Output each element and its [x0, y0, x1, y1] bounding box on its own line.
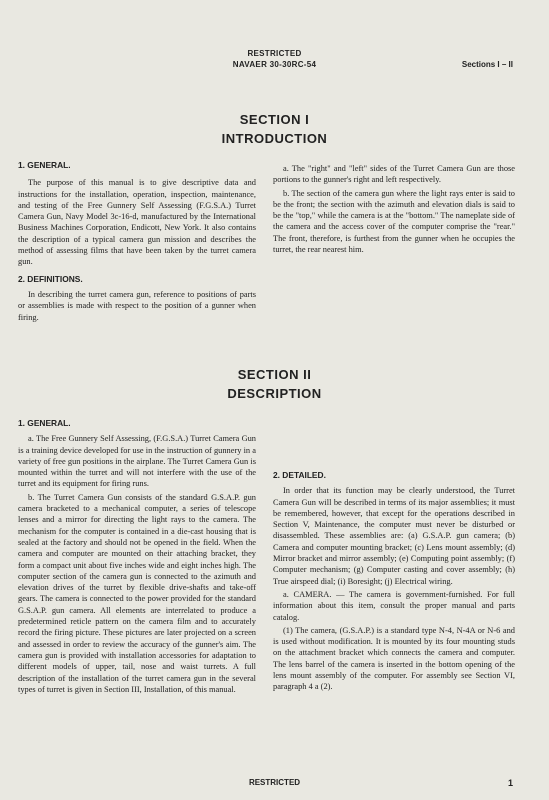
- page-number: 1: [507, 778, 513, 788]
- section1-def-a: a. The "right" and "left" sides of the Turret Camera Gun are those portions to the gunner's right and left respectively.: [273, 164, 515, 185]
- section1-heading: [0, 110, 549, 148]
- section1-title: INTRODUCTION: [221, 131, 328, 146]
- footer-restricted: RESTRICTED: [248, 778, 301, 787]
- section2-camera-text: a. CAMERA. — The camera is government-furnished. For full information about this item, consult the proper manual and parts catalog.: [273, 589, 515, 622]
- section2-detailed-text: In order that its function may be clearly understood, the Turret Camera Gun will be described in terms of its major assemblies; it must be remembered, however, that except for the operations described in Section V, Maintenance, the computer must never be disturbed or disassembled. These assemblies are: (a) G.S.A.P. gun camera; (b) Camera and computer mounting bracket; (c) Lens mount assembly; (d) Mirror bracket and mirror assembly; (e) Computing point assembly; (f) Computer mechanism; (g) Computer casting and cover assembly; (h) True airspeed dial; (i) Boresight; (j) Electrical wiring.: [273, 486, 515, 586]
- section2-detailed-heading: 2. DETAILED.: [273, 470, 326, 480]
- section2-gen-a: a. The Free Gunnery Self Assessing, (F.G.S.A.) Turret Camera Gun is a training device developed for use in the instruction of gunnery in a variety of free gun positions in the airplane. The Turret Camera Gun is mounted within the turret and will not interfere with the use of the turret and its equipment for firing runs.: [18, 434, 256, 489]
- section1-right-column: [273, 163, 515, 257]
- section2-number: SECTION II: [237, 367, 312, 382]
- section-range: Sections I – II: [461, 60, 513, 69]
- section2-gen-b: b. The Turret Camera Gun consists of the standard G.S.A.P. gun camera bracketed to a mechanical computer, a series of telescope lenses and a mirror for directing the light rays to the camera. The mechanism for the computer is contained in a die-cast housing that is sealed at the factory and should not be opened in the field. When the camera and computer are mounted on their attaching bracket, they form a compact unit about five inches wide and eight inches high. The computer section of the camera gun is connected to the azimuth and elevation drives of the turret by flexible drive-shafts and take-off gears. The camera is connected to the power provided for the standard G.S.A.P. gun camera. All elements are interrelated to produce a predetermined reticle pattern on the camera film and to accurately record the firing picture. These pictures are later projected on a screen and assessed in order to review the accuracy of the gunner's aim. The camera gun is provided with installation accessories for adaptation to different models of upper, tail, nose and waist turrets. A full description of the installation of the turret camera gun in the several types of turret is given in Section III, Installation, of this manual.: [18, 492, 256, 694]
- section1-general-heading: 1. GENERAL.: [18, 160, 71, 170]
- section1-number: SECTION I: [239, 112, 310, 127]
- restricted-label: RESTRICTED: [247, 49, 302, 58]
- section2-general-heading: 1. GENERAL.: [18, 418, 71, 428]
- section2-camera-1: (1) The camera, (G.S.A.P.) is a standard type N-4, N-4A or N-6 and is used without modification. It is mounted by its four mounting studs on the attachment bracket which connects the camera and computer. The lens barrel of the camera is inserted in the bottom opening of the lens mount assembly of the computer. For assembly see Section VI, paragraph 4 a (2).: [273, 625, 515, 692]
- section2-heading: [0, 365, 549, 403]
- doc-number: NAVAER 30-30RC-54: [232, 60, 317, 69]
- section1-definitions-text: In describing the turret camera gun, reference to positions of parts or assemblies is made with respect to the position of a gunner when firing.: [18, 289, 256, 322]
- section2-title: DESCRIPTION: [227, 386, 322, 401]
- section1-definitions-heading: 2. DEFINITIONS.: [18, 273, 83, 284]
- section1-general-text: The purpose of this manual is to give descriptive data and instructions for the installation, operation, inspection, maintenance, and testing of the Free Gunnery Self Assessing (F.G.S.A.) Turret Camera Gun, Navy Model 3c-16-d, manufactured by the International Business Machines Corporation, Endicott, New York. It also contains the description of a typical camera gun mission and describes the method of assessing films that have been taken by the turret camera gun.: [18, 178, 256, 267]
- section1-def-b: b. The section of the camera gun where the light rays enter is said to be the front; the section with the azimuth and elevation dials is said to be the "top," while the camera is at the "bottom." The nameplate side of the camera and the access cover of the computer comprise the "rear." The front, therefore, is furthest from the gunner when he occupies the turret, the rear nearest him.: [273, 188, 515, 255]
- section1-left-column: [18, 160, 256, 325]
- section2-left-column: [18, 418, 256, 697]
- section2-right-column: [273, 470, 515, 695]
